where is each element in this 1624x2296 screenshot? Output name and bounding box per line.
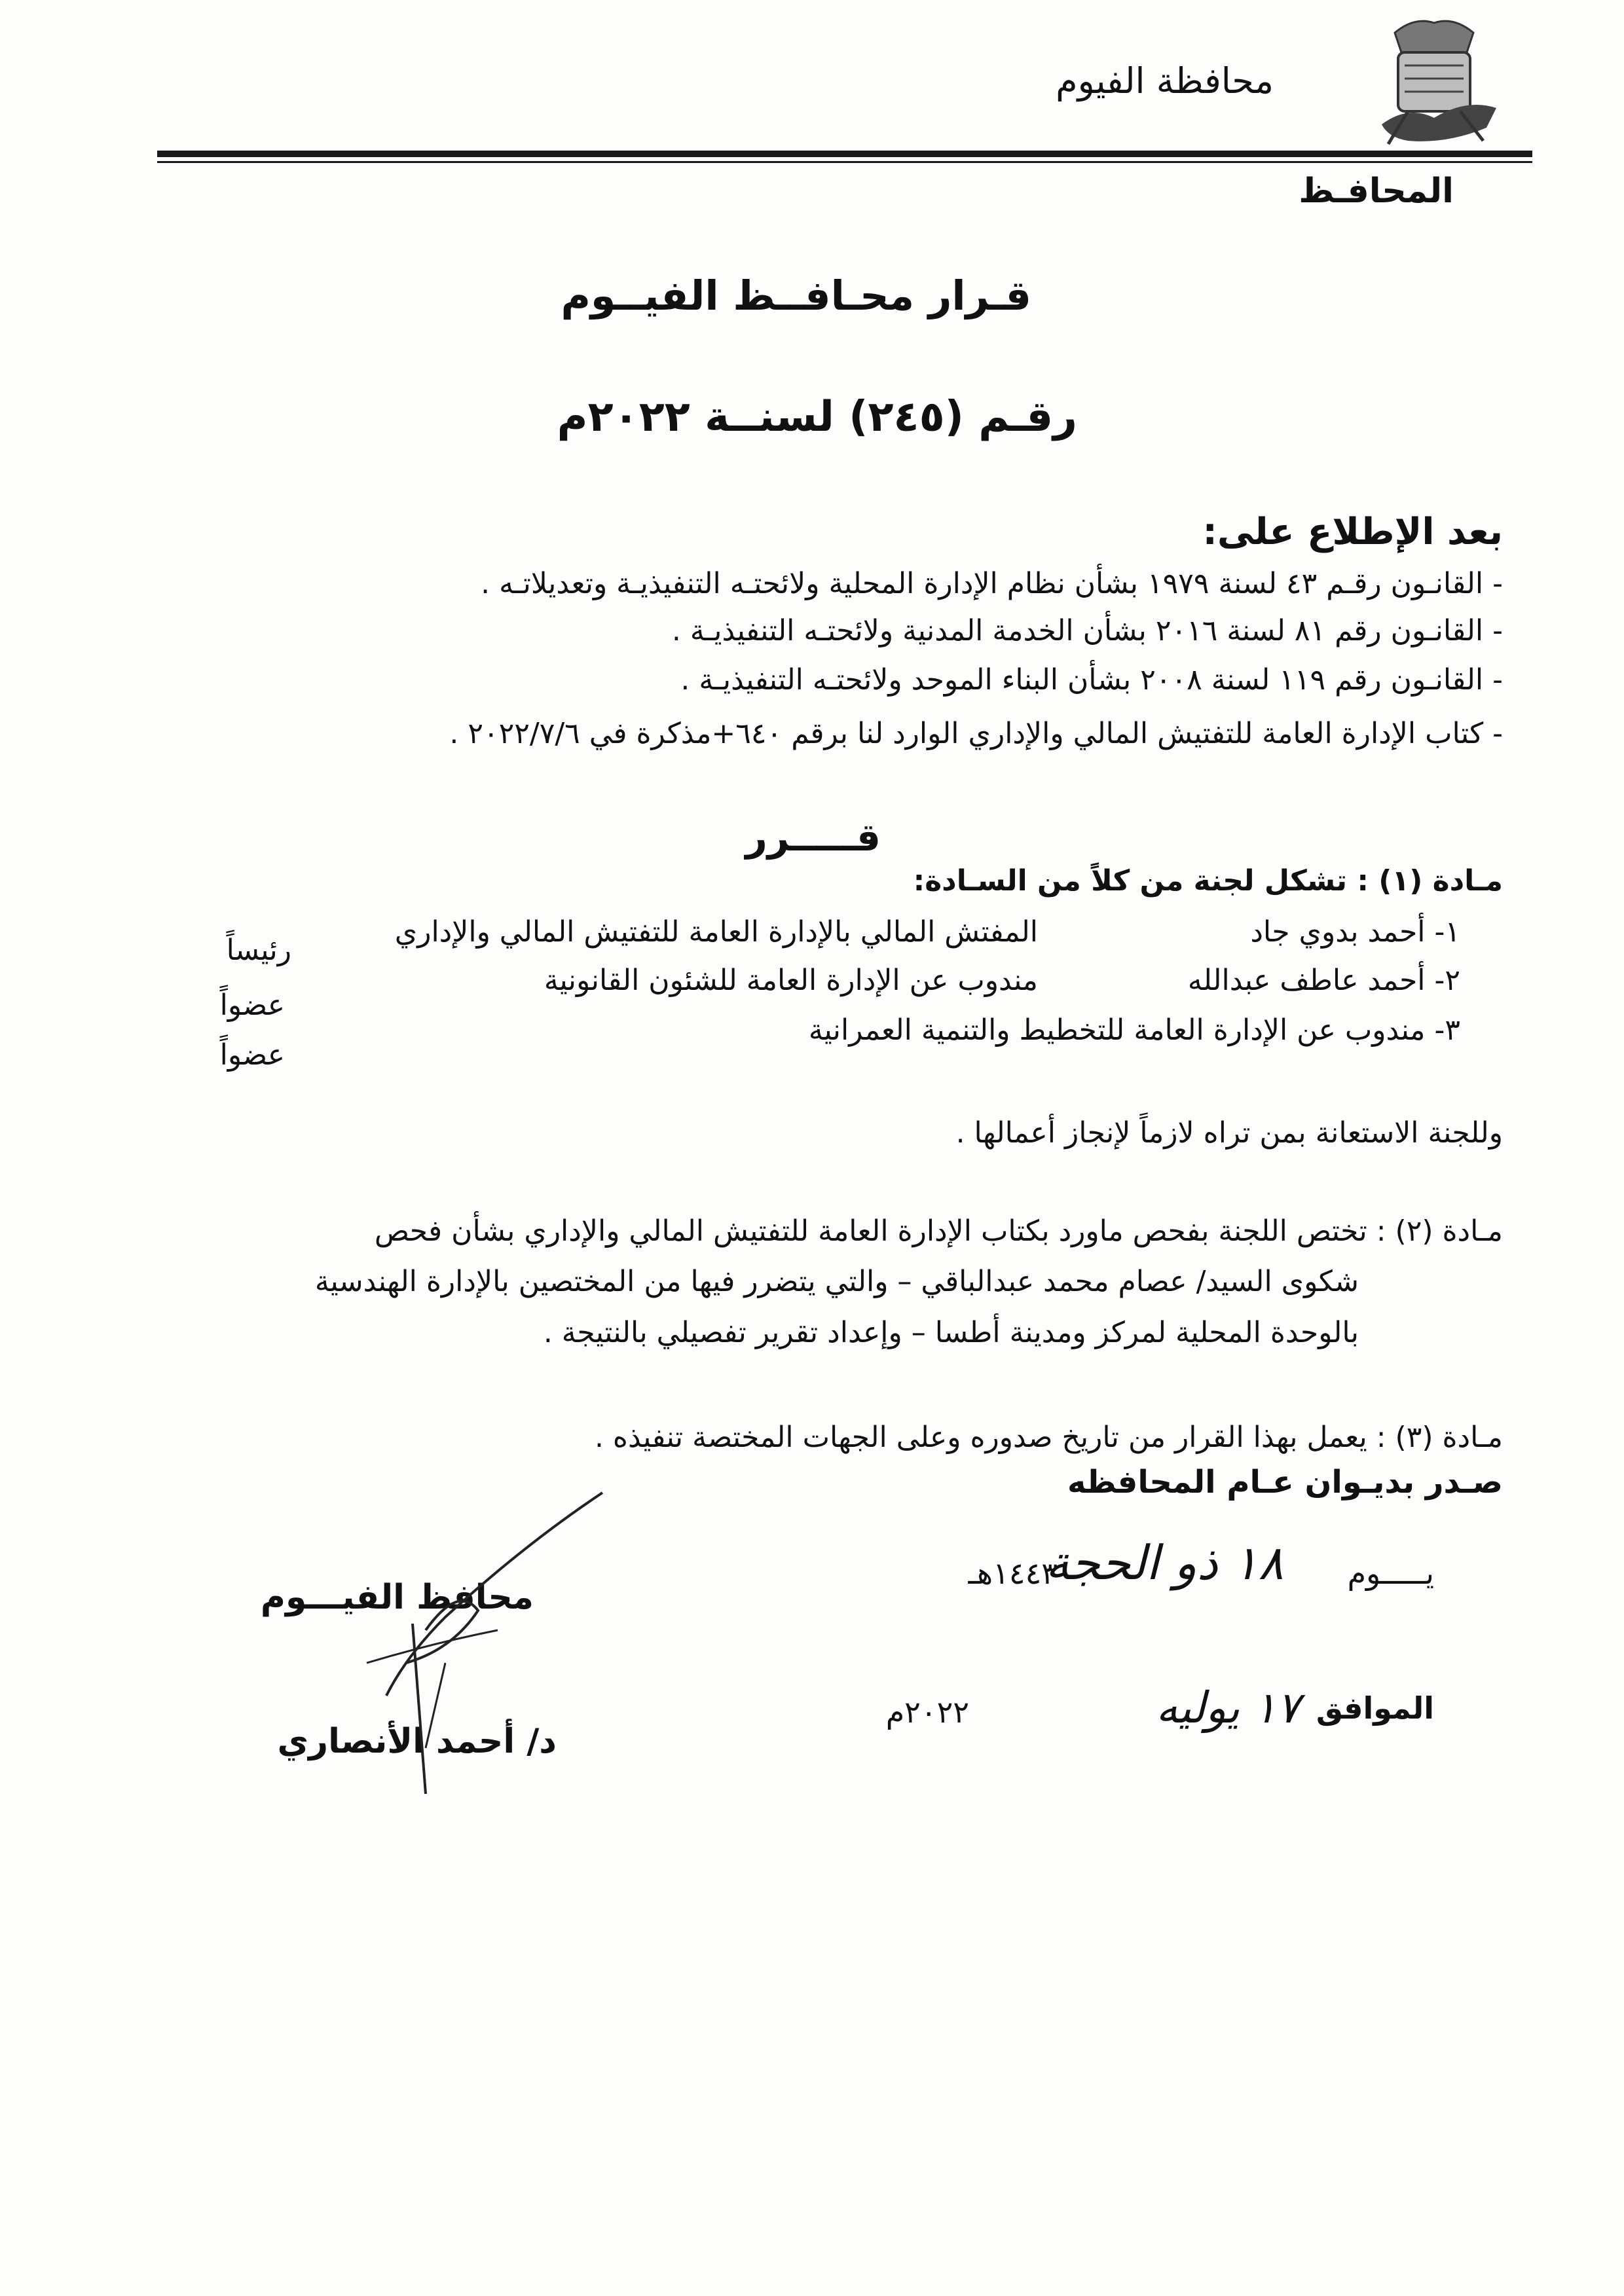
handwritten-signature — [327, 1467, 668, 1807]
decision-heading: قـــــرر — [745, 815, 881, 860]
article-2-line: مـادة (٢) : تختص اللجنة بفحص ماورد بكتاب الإدارة العامة للتفتيش المالي والإداري بشأن فحص — [374, 1214, 1503, 1248]
article-2-line: بالوحدة المحلية لمركز ومدينة أطسا – وإعداد تقرير تفصيلي بالنتيجة . — [543, 1316, 1359, 1349]
governorate-name: محافظة الفيوم — [1056, 60, 1274, 101]
office-title: المحافـظ — [1299, 172, 1454, 211]
member-title: مندوب عن الإدارة العامة للشئون القانونية — [544, 964, 1038, 997]
member-role: عضواً — [219, 1038, 285, 1072]
member-name: ١- أحمد بدوي جاد — [1250, 915, 1460, 949]
gregorian-day-month: ١٧ يوليه — [1156, 1683, 1300, 1733]
article-3-line: مـادة (٣) : يعمل بهذا القرار من تاريخ صدوره وعلى الجهات المختصة تنفيذه . — [594, 1421, 1503, 1454]
committee-note: وللجنة الاستعانة بمن تراه لازماً لإنجاز أعمالها . — [955, 1116, 1503, 1150]
preamble-item: - كتاب الإدارة العامة للتفتيش المالي والإداري الوارد لنا برقم ٦٤٠+مذكرة في ٢٠٢٢/٧/٦ . — [449, 717, 1503, 750]
preamble-item: - القانـون رقم ٨١ لسنة ٢٠١٦ بشأن الخدمة المدنية ولائحتـه التنفيذيـة . — [671, 614, 1503, 647]
signatory-name: د/ أحمد الأنصاري — [277, 1722, 557, 1761]
gregorian-label: الموافق — [1316, 1690, 1434, 1726]
member-name: ٣- مندوب عن الإدارة العامة للتخطيط والتنمية العمرانية — [808, 1013, 1460, 1047]
member-role: عضواً — [219, 989, 285, 1022]
governorate-emblem-icon — [1369, 13, 1500, 151]
header-rule-thin — [157, 161, 1532, 163]
hijri-year: ١٤٤٣هـ — [968, 1556, 1058, 1591]
decree-number: رقـم (٢٤٥) لسنــة ٢٠٢٢م — [557, 393, 1077, 441]
header-rule — [157, 151, 1532, 157]
decree-title: قـرار محـافــظ الفيــوم — [561, 272, 1031, 319]
member-name: ٢- أحمد عاطف عبدالله — [1187, 964, 1460, 997]
hijri-day-month: ١٨ ذو الحجة — [1045, 1535, 1283, 1590]
gregorian-year: ٢٠٢٢م — [885, 1694, 969, 1730]
member-role: رئيساً — [226, 934, 291, 967]
signatory-title: محافظ الفيـــوم — [260, 1578, 534, 1617]
issued-at: صـدر بديـوان عـام المحافظه — [1067, 1464, 1503, 1501]
hijri-day-label: يـــــوم — [1347, 1556, 1434, 1591]
preamble-heading: بعد الإطلاع على: — [1202, 511, 1503, 553]
preamble-item: - القانـون رقـم ٤٣ لسنة ١٩٧٩ بشأن نظام الإدارة المحلية ولائحتـه التنفيذيـة وتعديلاتـه . — [481, 567, 1503, 600]
preamble-item: - القانـون رقم ١١٩ لسنة ٢٠٠٨ بشأن البناء الموحد ولائحتـه التنفيذيـة . — [680, 663, 1503, 697]
member-title: المفتش المالي بالإدارة العامة للتفتيش المالي والإداري — [394, 915, 1038, 949]
article-2-line: شكوى السيد/ عصام محمد عبدالباقي – والتي يتضرر فيها من المختصين بالإدارة الهندسية — [314, 1265, 1359, 1298]
article-1-heading: مـادة (١) : تشكل لجنة من كلاً من السـادة: — [913, 864, 1503, 898]
